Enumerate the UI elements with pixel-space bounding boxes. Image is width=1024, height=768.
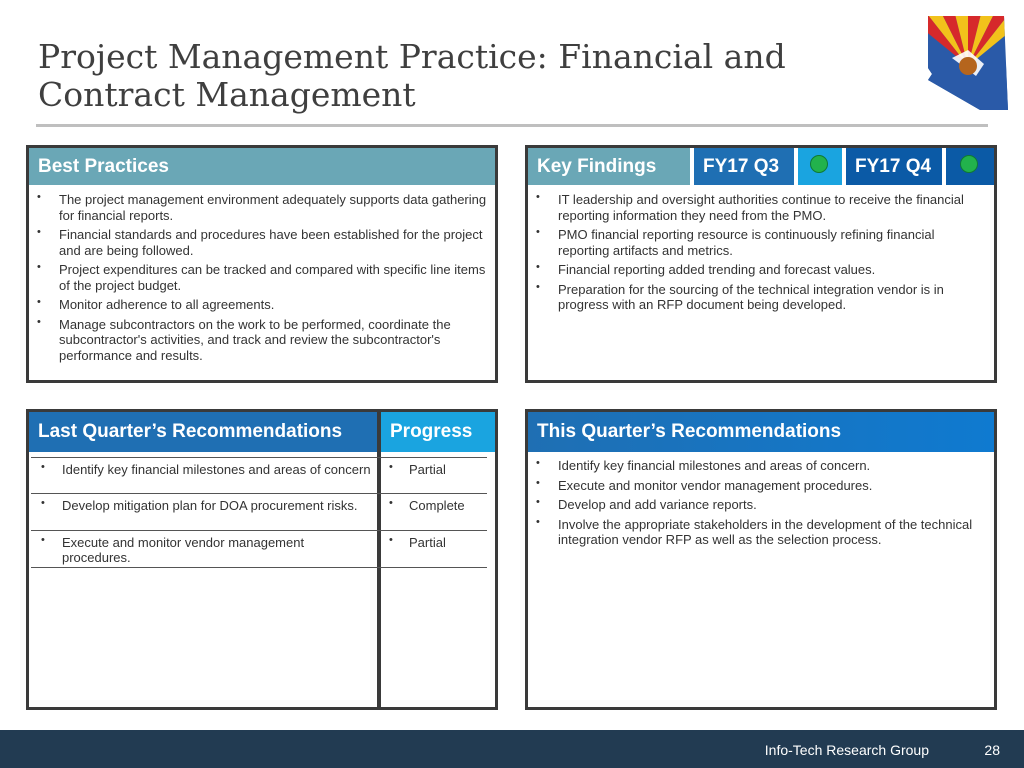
list-item: • The project management environment adequately supports data gathering for financial reports. bbox=[31, 192, 489, 223]
recommendation-cell: Identify key financial milestones and areas of concern bbox=[62, 462, 371, 477]
list-item: • Execute and monitor vendor management procedures. bbox=[530, 478, 988, 494]
page-number: 28 bbox=[984, 742, 1000, 758]
progress-title: Progress bbox=[390, 421, 473, 442]
list-item: • IT leadership and oversight authorities continue to receive the financial reporting information they need from the PMO. bbox=[530, 192, 988, 223]
list-item: • Manage subcontractors on the work to be performed, coordinate the subcontractor's activities, and track and review the subcontractor's performance and results. bbox=[31, 317, 489, 364]
key-findings-list bbox=[530, 192, 988, 317]
this-quarter-header bbox=[528, 412, 994, 452]
fy17-q4-text: FY17 Q4 bbox=[855, 155, 932, 177]
arizona-flag-logo bbox=[924, 10, 1012, 114]
key-findings-header bbox=[528, 148, 690, 185]
last-quarter-table bbox=[31, 457, 487, 568]
list-item: • Financial reporting added trending and forecast values. bbox=[530, 262, 988, 278]
progress-cell: Complete bbox=[409, 498, 465, 513]
fy17-q4-label bbox=[846, 148, 942, 185]
progress-header bbox=[381, 412, 495, 452]
best-practices-list bbox=[31, 192, 489, 367]
list-item: • Develop and add variance reports. bbox=[530, 497, 988, 513]
q3-status-indicator bbox=[810, 155, 828, 173]
fy17-q3-text: FY17 Q3 bbox=[703, 155, 780, 177]
last-quarter-header bbox=[29, 412, 377, 452]
footer-org-name: Info-Tech Research Group bbox=[764, 742, 929, 758]
list-item: • Preparation for the sourcing of the technical integration vendor is in progress with an RFP document being developed. bbox=[530, 282, 988, 313]
footer-bar bbox=[0, 730, 1024, 768]
q4-status-indicator bbox=[960, 155, 978, 173]
table-row: • Execute and monitor vendor management procedures. • Partial bbox=[31, 531, 487, 568]
best-practices-header bbox=[29, 148, 495, 185]
list-item: • Involve the appropriate stakeholders in the development of the technical integration vendor RFP as well as the selection process. bbox=[530, 517, 988, 548]
recommendation-cell: Execute and monitor vendor management procedures. bbox=[62, 535, 305, 565]
list-item: • Identify key financial milestones and areas of concern. bbox=[530, 458, 988, 474]
this-quarter-panel bbox=[525, 409, 997, 710]
list-item: • Financial standards and procedures have been established for the project and are being followed. bbox=[31, 227, 489, 258]
list-item: • Monitor adherence to all agreements. bbox=[31, 297, 489, 313]
list-item: • PMO financial reporting resource is continuously refining financial reporting artifacts and metrics. bbox=[530, 227, 988, 258]
progress-cell: Partial bbox=[409, 535, 446, 550]
last-quarter-title: Last Quarter’s Recommendations bbox=[38, 421, 343, 442]
recommendation-cell: Develop mitigation plan for DOA procurement risks. bbox=[62, 498, 358, 513]
table-row: • Develop mitigation plan for DOA procurement risks. • Complete bbox=[31, 494, 487, 531]
table-row: • Identify key financial milestones and areas of concern • Partial bbox=[31, 457, 487, 494]
best-practices-title: Best Practices bbox=[38, 155, 169, 177]
title-divider bbox=[36, 124, 988, 127]
page-title: Project Management Practice: Financial and Contract Management bbox=[38, 37, 786, 114]
this-quarter-title: This Quarter’s Recommendations bbox=[537, 421, 842, 442]
fy17-q3-label bbox=[694, 148, 794, 185]
key-findings-title: Key Findings bbox=[537, 155, 657, 177]
this-quarter-list bbox=[530, 458, 988, 552]
progress-cell: Partial bbox=[409, 462, 446, 477]
list-item: • Project expenditures can be tracked and compared with specific line items of the project budget. bbox=[31, 262, 489, 293]
